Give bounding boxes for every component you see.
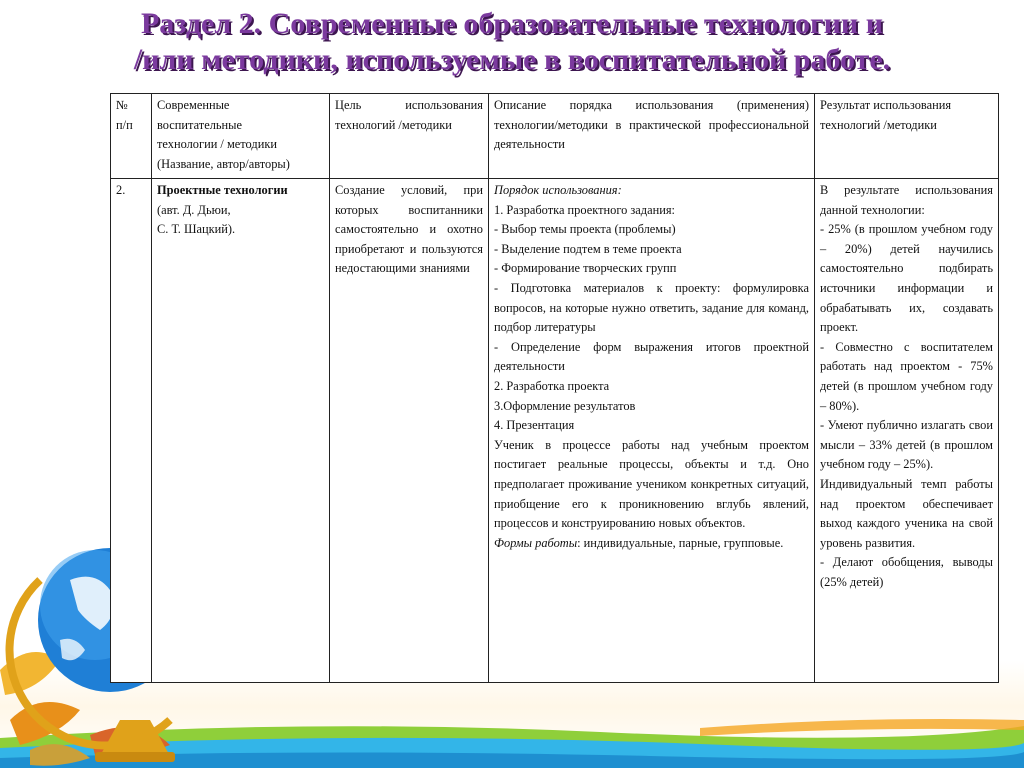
header-result: Результат использования технологий /методики: [815, 94, 999, 179]
description-line: - Выделение подтем в теме проекта: [494, 241, 682, 256]
technology-author-1: (авт. Д. Дьюи,: [157, 202, 231, 217]
result-line: - 25% (в прошлом учебном году – 20%) детей научились самостоятельно подбирать источники информации и обрабатывать их, создавать проект.: [820, 222, 993, 335]
forms-text: : индивидуальные, парные, групповые.: [577, 535, 784, 550]
row-number: 2.: [111, 179, 152, 683]
header-description: Описание порядка использования (применения) технологии/методики в практической профессиональной деятельности: [489, 94, 815, 179]
row-goal: Создание условий, при которых воспитанники самостоятельно и охотно приобретают и пользуются недостающими знаниями: [330, 179, 489, 683]
header-technology: Современные воспитательные технологии / методики (Название, автор/авторы): [152, 94, 330, 179]
description-heading: Порядок использования:: [494, 183, 622, 197]
description-line: - Выбор темы проекта (проблемы): [494, 222, 676, 237]
slide-title-line-2: /или методики, используемые в воспитательной работе.: [133, 43, 891, 76]
description-line: - Определение форм выражения итогов проектной деятельности: [494, 339, 809, 374]
description-line: - Подготовка материалов к проекту: формулировка вопросов, на которые нужно ответить, задание для команд, подбор литературы: [494, 280, 809, 335]
result-line: - Умеют публично излагать свои мысли – 33% детей (в прошлом учебном году – 25%).: [820, 418, 993, 472]
description-paragraph: Ученик в процессе работы над учебным проектом постигает реальные процессы, объекты и т.д. Оно предполагает проживание учеником конкретных ситуаций, приобщение его к проникновению вглубь явлений, процессов и конструированию новых объектов.: [494, 437, 809, 531]
row-technology: [152, 179, 330, 683]
result-line: - Делают обобщения, выводы (25% детей): [820, 555, 993, 589]
description-line: 1. Разработка проектного задания:: [494, 202, 675, 217]
description-line: 3.Оформление результатов: [494, 398, 636, 413]
result-line: Индивидуальный темп работы над проектом обеспечивает выход каждого ученика на свой уровень развития.: [820, 476, 993, 550]
description-line: - Формирование творческих групп: [494, 261, 677, 276]
header-number: № п/п: [111, 94, 152, 179]
table-header-row: [111, 94, 999, 179]
header-goal: Цель использования технологий /методики: [330, 94, 489, 179]
slide-title-line-1: Раздел 2. Современные образовательные технологии и: [140, 7, 883, 40]
result-line: В результате использования данной технологии:: [820, 183, 993, 217]
description-forms: [494, 534, 809, 554]
description-line: 4. Презентация: [494, 418, 575, 433]
row-description: [489, 179, 815, 683]
forms-label: Формы работы: [494, 535, 578, 550]
table-row: [111, 179, 999, 683]
technologies-table: [110, 93, 999, 683]
result-line: - Совместно с воспитателем работать над проектом - 75% детей (в прошлом учебном году – 80%).: [820, 339, 993, 413]
row-result: [815, 179, 999, 683]
technology-name: Проектные технологии: [157, 183, 288, 197]
description-line: 2. Разработка проекта: [494, 378, 610, 393]
slide-title: [0, 6, 1024, 78]
technology-author-2: С. Т. Шацкий).: [157, 222, 236, 237]
